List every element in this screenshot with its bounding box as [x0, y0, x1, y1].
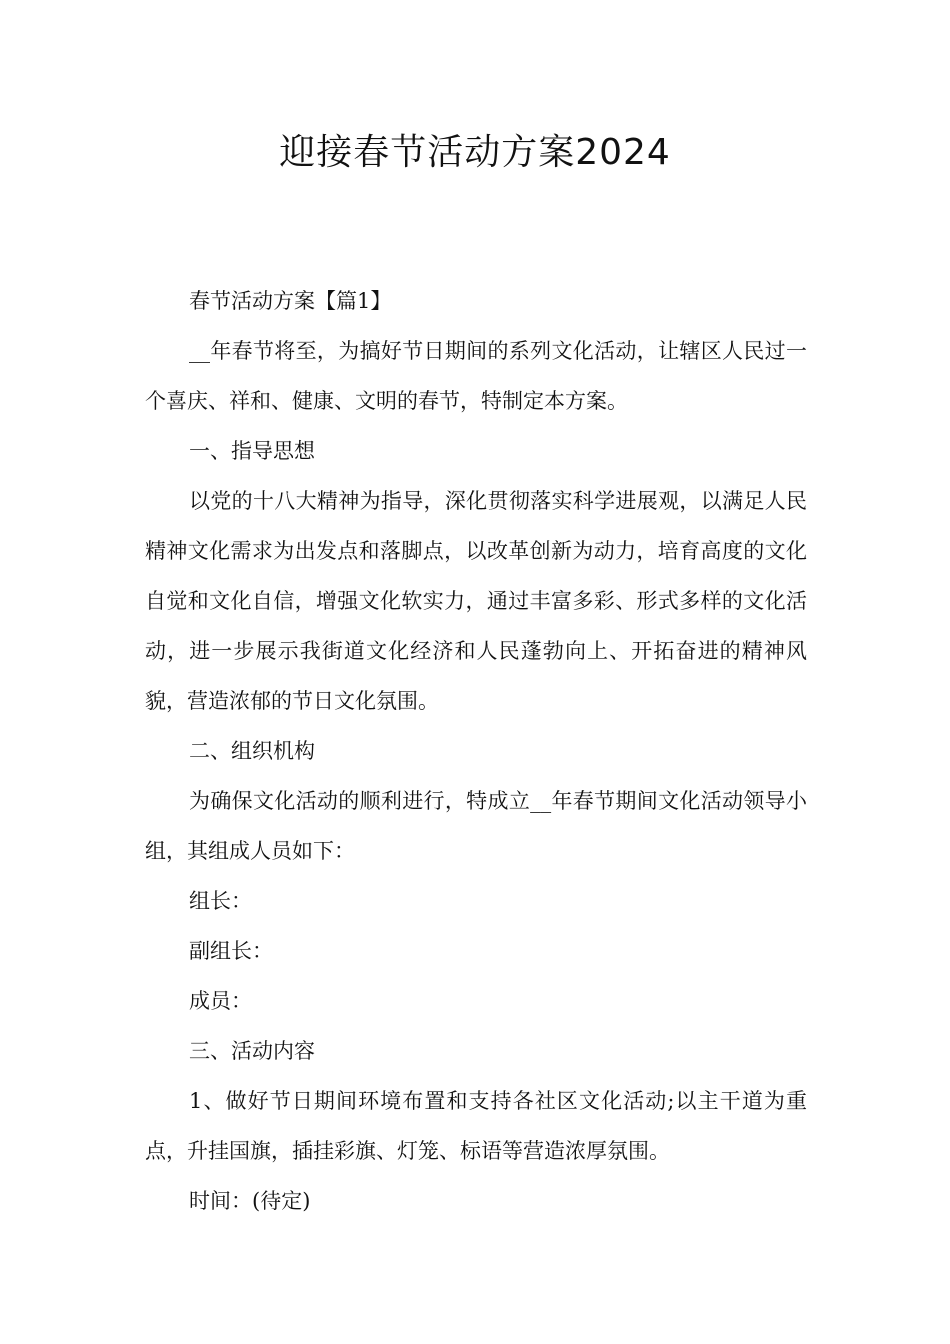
- guiding-thought-paragraph: 以党的十八大精神为指导，深化贯彻落实科学进展观，以满足人民精神文化需求为出发点和落脚点，以改革创新为动力，培育高度的文化自觉和文化自信，增强文化软实力，通过丰富多彩、形式多样的文化活动，进一步展示我街道文化经济和人民蓬勃向上、开拓奋进的精神风貌，营造浓郁的节日文化氛围。: [145, 489, 807, 713]
- leader-line: 组长：: [189, 889, 252, 913]
- activity-item-1: 1、做好节日期间环境布置和支持各社区文化活动;以主干道为重点，升挂国旗，插挂彩旗、灯笼、标语等营造浓厚氛围。: [145, 1089, 807, 1163]
- members-line: 成员：: [189, 989, 252, 1013]
- organization-paragraph: 为确保文化活动的顺利进行，特成立__年春节期间文化活动领导小组，其组成人员如下：: [145, 789, 807, 863]
- document-title: 迎接春节活动方案2024: [279, 132, 671, 173]
- document-body: [145, 276, 807, 1226]
- heading-organization: 二、组织机构: [189, 739, 315, 763]
- intro-paragraph: __年春节将至，为搞好节日期间的系列文化活动，让辖区人民过一个喜庆、祥和、健康、文明的春节，特制定本方案。: [145, 339, 807, 413]
- section-heading-part-1: 春节活动方案【篇1】: [189, 289, 392, 313]
- deputy-leader-line: 副组长：: [189, 939, 273, 963]
- heading-guiding-thought: 一、指导思想: [189, 439, 315, 463]
- heading-activity-content: 三、活动内容: [189, 1039, 315, 1063]
- time-line: 时间：(待定): [189, 1189, 311, 1213]
